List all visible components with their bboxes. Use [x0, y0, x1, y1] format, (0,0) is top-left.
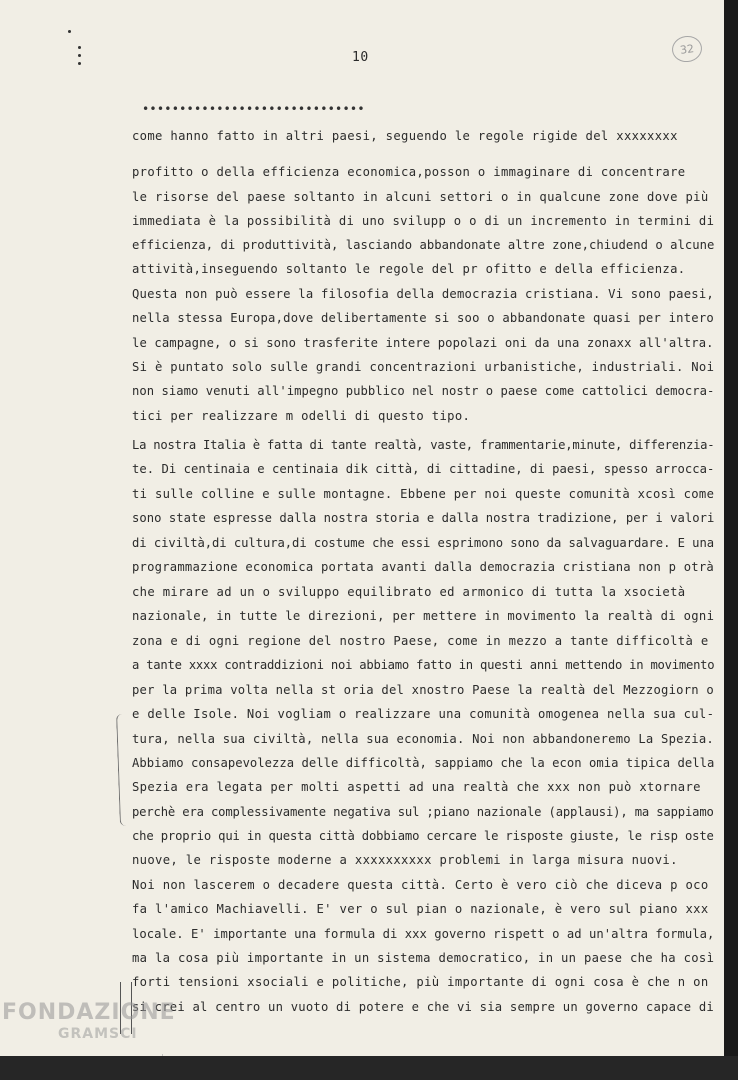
text-line: e delle Isole. Noi vogliam o realizzare una comunità omogenea nella sua cul- [132, 707, 715, 721]
punch-hole-mark [78, 62, 81, 65]
page-number: 10 [352, 50, 369, 65]
text-line: che mirare ad un o sviluppo equilibrato ed armonico di tutta la xsocietà [132, 585, 686, 599]
text-line: attività,inseguendo soltanto le regole del pr ofitto e della efficienza. [132, 262, 686, 276]
text-line: Abbiamo consapevolezza delle difficoltà, sappiamo che la econ omia tipica della [132, 756, 715, 770]
text-line: te. Di centinaia e centinaia dik città, di cittadine, di paesi, spesso arrocca- [132, 462, 715, 476]
watermark-logo-sub: GRAMSCI [58, 1026, 138, 1042]
text-line: nuove, le risposte moderne a xxxxxxxxxx problemi in larga misura nuovi. [132, 853, 678, 867]
punch-hole-mark [78, 46, 81, 49]
text-line: La nostra Italia è fatta di tante realtà, vaste, frammentarie,minute, differenzia- [132, 438, 715, 452]
text-line: locale. E' importante una formula di xxx governo rispett o ad un'altra formula, [132, 927, 715, 941]
text-line: Si è puntato solo sulle grandi concentrazioni urbanistiche, industriali. Noi [132, 360, 715, 374]
text-line: di civiltà,di cultura,di costume che essi esprimono sono da salvaguardare. E una [132, 536, 714, 550]
text-line: fa l'amico Machiavelli. E' ver o sul pian o nazionale, è vero sul piano xxx [132, 902, 709, 916]
text-line: che proprio qui in questa città dobbiamo cercare le risposte giuste, le risp oste [132, 829, 714, 843]
text-line: ti sulle colline e sulle montagne. Ebbene per noi queste comunità xcosì come [132, 487, 715, 501]
margin-bracket-mark [116, 714, 129, 826]
text-line: immediata è la possibilità di uno svilupp o o di un incremento in termini di [132, 214, 715, 228]
text-line: non siamo venuti all'impegno pubblico nel nostr o paese come cattolici democra- [132, 384, 715, 398]
scan-border-bottom [0, 1056, 738, 1080]
watermark-logo: FONDAZIONE [2, 1000, 176, 1025]
archive-stamp-number: 32 [670, 34, 703, 64]
punch-hole-mark [78, 54, 81, 57]
text-line: nella stessa Europa,dove delibertamente si soo o abbandonate quasi per intero [132, 311, 714, 325]
text-line: programmazione economica portata avanti dalla democrazia cristiana non p otrà [132, 560, 714, 574]
text-line: tura, nella sua civiltà, nella sua economia. Noi non abbandoneremo La Spezia. [132, 732, 714, 746]
text-line: tici per realizzare m odelli di questo tipo. [132, 409, 471, 423]
text-line: forti tensioni xsociali e politiche, più importante di ogni cosa è che n on [132, 975, 709, 989]
text-line: Noi non lascerem o decadere questa città. Certo è vero ciò che diceva p oco [132, 878, 709, 892]
text-line: le risorse del paese soltanto in alcuni settori o in qualcune zone dove più [132, 190, 709, 204]
text-line: Spezia era legata per molti aspetti ad una realtà che xxx non può xtornare [132, 780, 701, 794]
text-line: le campagne, o si sono trasferite intere popolazi oni da una zonaxx all'altra. [132, 336, 714, 350]
scan-border-right [724, 0, 738, 1080]
text-line: profitto o della efficienza economica,posson o immaginare di concentrare [132, 165, 686, 179]
punch-hole-mark [68, 30, 71, 33]
text-line: si crei al centro un vuoto di potere e che vi sia sempre un governo capace di [132, 1000, 714, 1014]
text-line: a tante xxxx contraddizioni noi abbiamo fatto in questi anni mettendo in movimento [132, 658, 715, 672]
text-line: nazionale, in tutte le direzioni, per mettere in movimento la realtà di ogni [132, 609, 715, 623]
text-line: per la prima volta nella st oria del xnostro Paese la realtà del Mezzogiorn o [132, 683, 714, 697]
text-line: perchè era complessivamente negativa sul ;piano nazionale (applausi), ma sappiamo [132, 805, 714, 819]
text-line: efficienza, di produttività, lasciando abbandonate altre zone,chiudend o alcune [132, 238, 715, 252]
text-line: come hanno fatto in altri paesi, seguendo le regole rigide del xxxxxxxx [132, 129, 678, 143]
text-line: sono state espresse dalla nostra storia e dalla nostra tradizione, per i valori [132, 511, 715, 525]
text-line: Questa non può essere la filosofia della democrazia cristiana. Vi sono paesi, [132, 287, 714, 301]
text-line: ma la cosa più importante in un sistema democratico, in un paese che ha così [132, 951, 715, 965]
separator-dots: •••••••••••••••••••••••••••••• [142, 102, 365, 116]
text-line: zona e di ogni regione del nostro Paese, come in mezzo a tante difficoltà e [132, 634, 709, 648]
